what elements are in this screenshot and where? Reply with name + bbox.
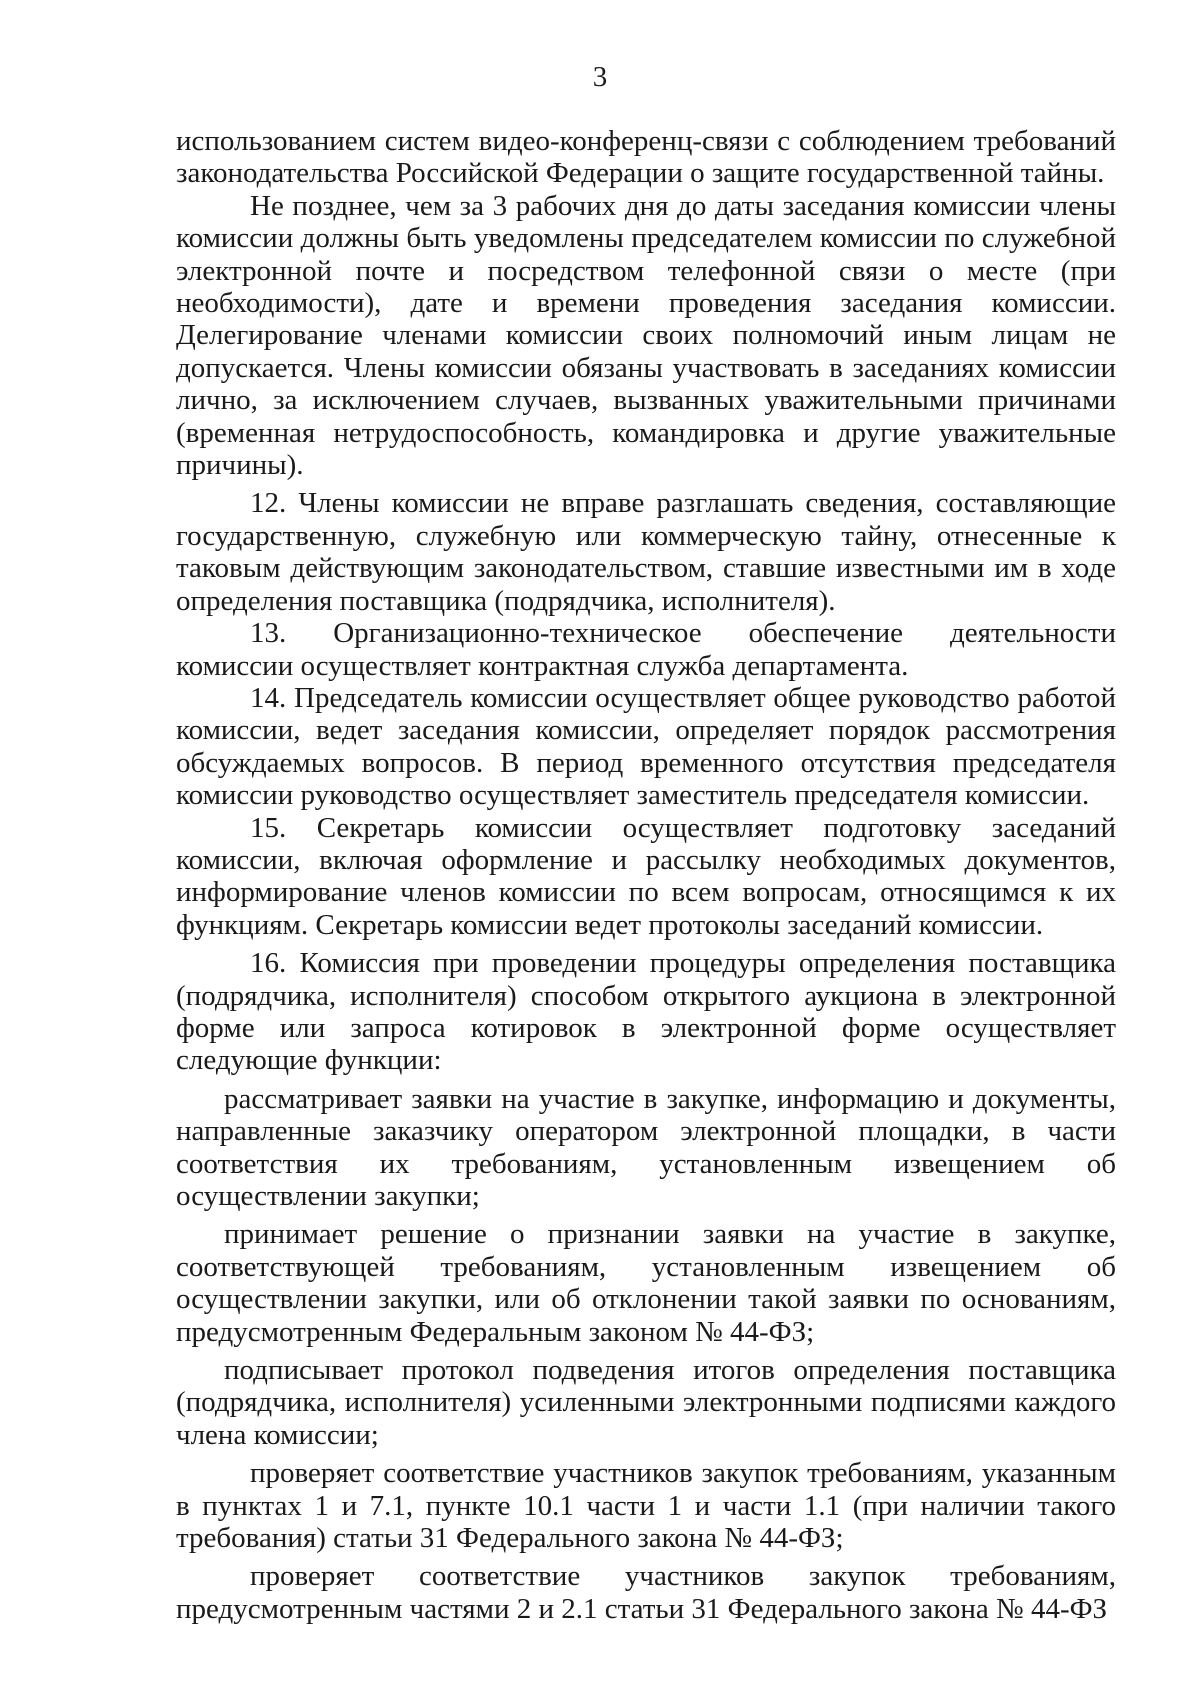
paragraph-16: 16. Комиссия при проведении процедуры определения поставщика (подрядчика, исполнителя) способом открытого аукциона в электронной форме или запроса котировок в электронной форме осуществляет следующие функции: — [176, 947, 1116, 1077]
document-body — [176, 125, 1116, 1625]
paragraph-16-item-b: принимает решение о признании заявки на участие в закупке, соответствующей требованиям, установленным извещением об осуществлении закупки, или об отклонении такой заявки по основаниям, предусмотренным Федеральным законом № 44-ФЗ; — [176, 1218, 1116, 1348]
paragraph-notice: Не позднее, чем за 3 рабочих дня до даты заседания комиссии члены комиссии должны быть уведомлены председателем комиссии по служебной электронной почте и посредством телефонной связи о месте (при необходимости), дате и времени проведения заседания комиссии. Делегирование членами комиссии своих полномочий иным лицам не допускается. Члены комиссии обязаны участвовать в заседаниях комиссии лично, за исключением случаев, вызванных уважительными причинами (временная нетрудоспособность, командировка и другие уважительные причины). — [176, 189, 1116, 482]
paragraph-16-item-c: подписывает протокол подведения итогов определения поставщика (подрядчика, исполнителя) усиленными электронными подписями каждого члена комиссии; — [176, 1354, 1116, 1451]
paragraph-13: 13. Организационно-техническое обеспечение деятельности комиссии осуществляет контрактная служба департамента. — [176, 617, 1116, 682]
paragraph-15: 15. Секретарь комиссии осуществляет подготовку заседаний комиссии, включая оформление и рассылку необходимых документов, информирование членов комиссии по всем вопросам, относящимся к их функциям. Секретарь комиссии ведет протоколы заседаний комиссии. — [176, 811, 1116, 941]
paragraph-16-item-d: проверяет соответствие участников закупок требованиям, указанным в пунктах 1 и 7.1, пункте 10.1 части 1 и части 1.1 (при наличии такого требования) статьи 31 Федерального закона № 44-ФЗ; — [176, 1457, 1116, 1555]
paragraph-16-item-a: рассматривает заявки на участие в закупке, информацию и документы, направленные заказчику оператором электронной площадки, в части соответствия их требованиям, установленным извещением об осуществлении закупки; — [176, 1082, 1116, 1212]
paragraph-12: 12. Члены комиссии не вправе разглашать сведения, составляющие государственную, служебную или коммерческую тайну, отнесенные к таковым действующим законодательством, ставшие известными им в ходе определения поставщика (подрядчика, исполнителя). — [176, 487, 1116, 617]
paragraph-16-item-e: проверяет соответствие участников закупок требованиям, предусмотренным частями 2 и 2.1 статьи 31 Федерального закона № 44-ФЗ — [176, 1560, 1116, 1625]
page-number: 3 — [592, 61, 608, 93]
paragraph-14: 14. Председатель комиссии осуществляет общее руководство работой комиссии, ведет заседания комиссии, определяет порядок рассмотрения обсуждаемых вопросов. В период временного отсутствия председателя комиссии руководство осуществляет заместитель председателя комиссии. — [176, 681, 1116, 812]
paragraph-continued: использованием систем видео-конференц-связи с соблюдением требований законодательства Российской Федерации о защите государственной тайны. — [176, 125, 1116, 190]
